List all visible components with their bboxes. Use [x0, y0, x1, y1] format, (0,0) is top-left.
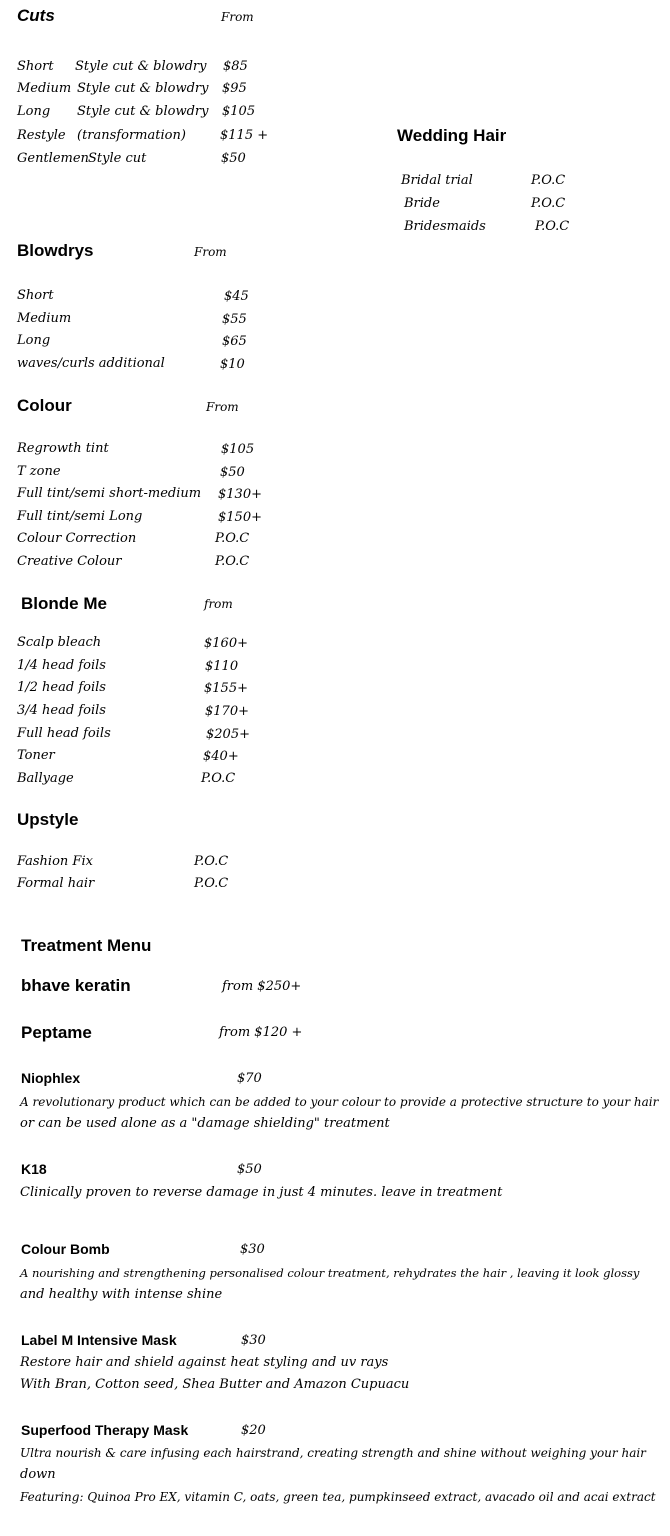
- colour-row-price: $50: [220, 465, 245, 480]
- cuts-row-price: $105: [222, 104, 256, 119]
- colour-row-name: T zone: [17, 464, 61, 479]
- treatment-item-name: Superfood Therapy Mask: [21, 1422, 189, 1438]
- blowdrys-row-name: Long: [17, 333, 51, 348]
- description-line: down: [20, 1467, 56, 1482]
- colour-row-price: P.O.C: [215, 554, 250, 569]
- blowdrys-row-name: Short: [17, 288, 54, 303]
- blonde-row-name: 1/4 head foils: [17, 658, 106, 673]
- treatment-item-description: [20, 1091, 660, 1135]
- blonde-from-label: from: [204, 597, 233, 611]
- treatment-item-price: $70: [237, 1071, 262, 1086]
- treatment-item-description: [20, 1182, 660, 1204]
- treatment-item-price: $50: [237, 1162, 262, 1177]
- blowdrys-row-price: $45: [224, 289, 249, 304]
- colour-row-price: $150+: [218, 510, 262, 525]
- description-line: Clinically proven to reverse damage in just 4 minutes. leave in treatment: [20, 1185, 503, 1200]
- blonde-row-price: $170+: [205, 704, 249, 719]
- peptame-name: Peptame: [21, 1023, 92, 1042]
- blonde-row-price: $110: [205, 659, 239, 674]
- treatment-item-description: [20, 1262, 660, 1306]
- treatment-item-name: Colour Bomb: [21, 1241, 110, 1257]
- wedding-row-name: Bridal trial: [401, 173, 473, 188]
- wedding-row-name: Bridesmaids: [404, 219, 486, 234]
- treatment-item-description: [20, 1352, 660, 1396]
- treatment-item-price: $30: [240, 1242, 265, 1257]
- wedding-row-price: P.O.C: [531, 196, 566, 211]
- wedding-title: Wedding Hair: [397, 126, 507, 145]
- cuts-row-desc: Style cut: [88, 151, 147, 166]
- colour-from-label: From: [206, 400, 239, 414]
- blonde-row-price: $155+: [204, 681, 248, 696]
- colour-row-price: P.O.C: [215, 531, 250, 546]
- blonde-row-name: Toner: [17, 748, 55, 763]
- cuts-row-name: Restyle: [17, 128, 66, 143]
- treatment-item-price: $20: [241, 1423, 266, 1438]
- blonde-row-name: 3/4 head foils: [17, 703, 106, 718]
- colour-row-price: $130+: [218, 487, 262, 502]
- upstyle-row-name: Formal hair: [17, 876, 95, 891]
- blonde-row-price: $160+: [204, 636, 248, 651]
- treatment-item-description: [20, 1442, 660, 1508]
- keratin-name: bhave keratin: [21, 976, 131, 995]
- cuts-row-desc: Style cut & blowdry: [77, 104, 209, 119]
- description-line: or can be used alone as a "damage shielding" treatment: [20, 1116, 390, 1131]
- colour-row-name: Creative Colour: [17, 554, 122, 569]
- cuts-title: Cuts: [17, 6, 55, 25]
- cuts-row-price: $115 +: [220, 128, 269, 143]
- blowdrys-row-price: $10: [220, 357, 245, 372]
- treatment-item-price: $30: [241, 1333, 266, 1348]
- description-line: Restore hair and shield against heat styling and uv rays: [20, 1355, 389, 1370]
- description-line: Ultra nourish & care infusing each hairstrand, creating strength and shine without weighing your hair: [20, 1446, 646, 1460]
- cuts-row-name: Medium: [17, 81, 72, 96]
- wedding-row-price: P.O.C: [531, 173, 566, 188]
- wedding-row-name: Bride: [404, 196, 440, 211]
- cuts-row-desc: Style cut & blowdry: [75, 59, 207, 74]
- treatment-title: Treatment Menu: [21, 936, 152, 955]
- cuts-row-price: $85: [223, 59, 248, 74]
- colour-row-name: Colour Correction: [17, 531, 137, 546]
- upstyle-title: Upstyle: [17, 810, 79, 829]
- upstyle-row-price: P.O.C: [194, 876, 229, 891]
- upstyle-row-name: Fashion Fix: [17, 854, 93, 869]
- cuts-row-desc: (transformation): [77, 128, 186, 143]
- description-line: and healthy with intense shine: [20, 1287, 223, 1302]
- blonde-row-name: 1/2 head foils: [17, 680, 106, 695]
- blonde-row-price: $205+: [206, 727, 250, 742]
- blonde-row-price: $40+: [203, 749, 239, 764]
- colour-title: Colour: [17, 396, 72, 415]
- colour-row-price: $105: [221, 442, 255, 457]
- cuts-row-price: $50: [221, 151, 246, 166]
- treatment-item-name: Label M Intensive Mask: [21, 1332, 177, 1348]
- blonde-title: Blonde Me: [21, 594, 107, 613]
- cuts-row-name: Short: [17, 59, 54, 74]
- blowdrys-from-label: From: [194, 245, 227, 259]
- blonde-row-name: Scalp bleach: [17, 635, 102, 650]
- treatment-item-name: K18: [21, 1161, 47, 1177]
- treatment-item-name: Niophlex: [21, 1070, 81, 1086]
- cuts-row-desc: Style cut & blowdry: [77, 81, 209, 96]
- peptame-price: from $120 +: [219, 1025, 303, 1040]
- blowdrys-row-price: $65: [222, 334, 247, 349]
- description-line: With Bran, Cotton seed, Shea Butter and Amazon Cupuacu: [20, 1377, 410, 1392]
- cuts-from-label: From: [221, 10, 254, 24]
- colour-row-name: Full tint/semi Long: [17, 509, 143, 524]
- keratin-price: from $250+: [222, 979, 302, 994]
- blowdrys-row-price: $55: [222, 312, 247, 327]
- blowdrys-row-name: waves/curls additional: [17, 356, 165, 371]
- cuts-row-price: $95: [222, 81, 247, 96]
- description-line: A revolutionary product which can be added to your colour to provide a protective structure to your hair: [20, 1095, 659, 1109]
- cuts-row-name: Gentlemen: [17, 151, 89, 166]
- blowdrys-title: Blowdrys: [17, 241, 94, 260]
- wedding-row-price: P.O.C: [535, 219, 570, 234]
- blowdrys-row-name: Medium: [17, 311, 72, 326]
- cuts-row-name: Long: [17, 104, 51, 119]
- description-line: Featuring: Quinoa Pro EX, vitamin C, oats, green tea, pumpkinseed extract, avacado oil and acai extract: [20, 1490, 656, 1504]
- blonde-row-name: Ballyage: [17, 771, 74, 786]
- colour-row-name: Full tint/semi short-medium: [17, 486, 202, 501]
- blonde-row-name: Full head foils: [17, 726, 111, 741]
- upstyle-row-price: P.O.C: [194, 854, 229, 869]
- colour-row-name: Regrowth tint: [17, 441, 109, 456]
- description-line: A nourishing and strengthening personalised colour treatment, rehydrates the hair , leaving it look glossy: [20, 1266, 640, 1280]
- blonde-row-price: P.O.C: [201, 771, 236, 786]
